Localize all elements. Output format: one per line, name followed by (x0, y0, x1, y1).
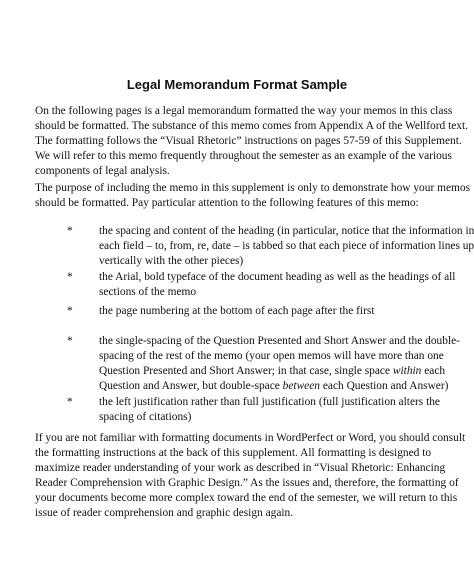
intro-line: components of legal analysis. (35, 165, 170, 177)
bullet-text (99, 304, 374, 319)
bullet-line: the single-spacing of the Question Presented and Short Answer and the double- (99, 335, 460, 347)
intro-line: We will refer to this memo frequently throughout the semester as an example of the various (35, 150, 452, 162)
intro-line: The formatting follows the “Visual Rhetoric” instructions on pages 57-59 of this Supplement. (35, 135, 462, 147)
bullet-line-text: Question and Answer, but double-space (99, 380, 280, 392)
purpose-line: The purpose of including the memo in this supplement is only to demonstrate how your memos (35, 182, 470, 194)
bullet-text (99, 270, 455, 300)
bullet-marker: * (67, 225, 73, 237)
bullet-line (99, 364, 460, 379)
closing-line: issue of reader comprehension and graphic design again. (35, 507, 294, 519)
bullet-text (99, 224, 474, 269)
closing-line: Reader Comprehension with Graphic Design.” As the issues and, therefore, the formatting of (35, 477, 459, 489)
bullet-line-text: Question Presented and Short Answer; in that case, single space (99, 365, 391, 377)
bullet-line: the Arial, bold typeface of the document heading as well as the headings of all (99, 271, 456, 283)
emphasis-text: within (392, 365, 422, 377)
purpose-line: should be formatted. Pay particular attention to the following features of this memo: (35, 197, 419, 209)
bullet-line (99, 379, 460, 394)
intro-line: should be formatted. The substance of this memo comes from Appendix A of the Wellford text. (35, 120, 469, 132)
closing-line: If you are not familiar with formatting documents in WordPerfect or Word, you should consult (35, 432, 466, 444)
bullet-line-text: each Question and Answer) (322, 380, 449, 392)
bullet-line: vertically with the other pieces) (99, 255, 244, 267)
bullet-line-text: each (424, 365, 446, 377)
document-title: Legal Memorandum Format Sample (126, 77, 348, 92)
bullet-marker: * (67, 305, 73, 317)
closing-line: your documents become more complex toward the end of the semester, we will return to this (35, 492, 458, 504)
bullet-line: the left justification rather than full justification (full justification alters the (99, 396, 440, 408)
bullet-line: the page numbering at the bottom of each page after the first (99, 305, 375, 317)
bullet-line: sections of the memo (99, 286, 197, 298)
closing-paragraph (35, 431, 465, 521)
purpose-paragraph (35, 181, 470, 211)
bullet-line: each field – to, from, re, date – is tabbed so that each piece of information lines up (99, 240, 474, 252)
bullet-line: spacing of citations) (99, 411, 192, 423)
bullet-text (99, 395, 440, 425)
bullet-marker: * (67, 271, 73, 283)
bullet-marker: * (67, 396, 73, 408)
closing-line: the formatting instructions at the back of this supplement. All formatting is designed to (35, 447, 432, 459)
bullet-marker: * (67, 335, 73, 347)
intro-line: On the following pages is a legal memorandum formatted the way your memos in this class (35, 105, 453, 117)
bullet-line: the spacing and content of the heading (in particular, notice that the information in (99, 225, 474, 237)
closing-line: maximize reader understanding of your work as described in “Visual Rhetoric: Enhancing (35, 462, 446, 474)
emphasis-text: between (282, 380, 320, 392)
intro-paragraph (35, 104, 468, 179)
bullet-line: spacing of the rest of the memo (your open memos will have more than one (99, 350, 444, 362)
bullet-text (99, 334, 460, 394)
